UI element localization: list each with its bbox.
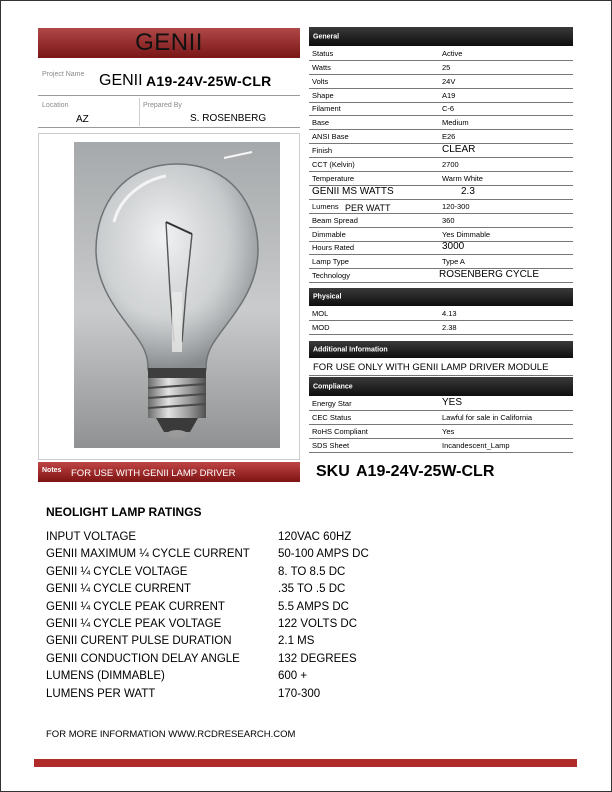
brand-banner bbox=[38, 28, 300, 58]
spec-value: CLEAR bbox=[442, 144, 476, 156]
spec-value: Yes bbox=[442, 427, 455, 436]
spec-row bbox=[309, 158, 573, 172]
spec-key: Base bbox=[312, 118, 330, 128]
spec-row bbox=[309, 47, 573, 61]
rating-label: GENII ¼ CYCLE PEAK CURRENT bbox=[46, 600, 225, 613]
spec-key: Hours Rated bbox=[312, 243, 355, 253]
spec-value: 2.3 bbox=[461, 185, 475, 197]
spec-key: Beam Spread bbox=[312, 215, 358, 225]
spec-row bbox=[309, 130, 573, 144]
spec-value: 360 bbox=[442, 215, 455, 225]
spec-key: Temperature bbox=[312, 173, 355, 183]
rating-value: 132 DEGREES bbox=[278, 652, 357, 665]
spec-key: Status bbox=[312, 48, 334, 58]
sku-label: SKU bbox=[316, 463, 350, 480]
spec-row bbox=[309, 89, 573, 103]
spec-row bbox=[309, 75, 573, 89]
spec-key: Watts bbox=[312, 62, 331, 72]
prepared-by-value: S. ROSENBERG bbox=[190, 113, 267, 124]
rating-value: 8. TO 8.5 DC bbox=[278, 565, 346, 578]
rating-label: GENII MAXIMUM ¼ CYCLE CURRENT bbox=[46, 548, 250, 561]
spec-value: 25 bbox=[442, 62, 451, 72]
spec-key: Energy Star bbox=[312, 399, 352, 408]
footer-bar bbox=[34, 759, 577, 767]
footer-info: FOR MORE INFORMATION WWW.RCDRESEARCH.COM bbox=[46, 729, 296, 740]
spec-value: 3000 bbox=[442, 241, 465, 253]
spec-key: Lamp Type bbox=[312, 257, 349, 267]
rating-label: GENII ¼ CYCLE CURRENT bbox=[46, 583, 192, 596]
rating-value: 120VAC 60HZ bbox=[278, 531, 352, 543]
prepared-by-label: Prepared By bbox=[143, 102, 182, 109]
spec-value: Lawful for sale in California bbox=[442, 413, 533, 422]
spec-value: ROSENBERG CYCLE bbox=[439, 269, 540, 281]
spec-row bbox=[309, 411, 573, 425]
project-brand: GENII bbox=[99, 72, 143, 89]
rating-value: 50-100 AMPS DC bbox=[278, 548, 369, 561]
section-compliance bbox=[309, 377, 573, 396]
spec-row bbox=[309, 397, 573, 411]
section-physical bbox=[309, 288, 573, 306]
spec-key: Shape bbox=[312, 90, 334, 100]
divider bbox=[139, 98, 140, 126]
rating-label: GENII CONDUCTION DELAY ANGLE bbox=[46, 652, 240, 665]
additional-info-text: FOR USE ONLY WITH GENII LAMP DRIVER MODULE bbox=[313, 362, 549, 373]
spec-row bbox=[309, 172, 573, 186]
spec-key: Filament bbox=[312, 104, 341, 114]
spec-key: Lumens bbox=[312, 201, 339, 211]
spec-row bbox=[309, 242, 573, 256]
spec-key: SDS Sheet bbox=[312, 441, 350, 450]
spec-key: GENII MS WATTS bbox=[312, 185, 394, 197]
rating-label: INPUT VOLTAGE bbox=[46, 531, 137, 543]
spec-row bbox=[309, 228, 573, 242]
rating-label: LUMENS (DIMMABLE) bbox=[46, 670, 165, 683]
spec-row bbox=[309, 269, 573, 283]
spec-row bbox=[309, 186, 573, 200]
spec-row bbox=[309, 321, 573, 335]
spec-value: YES bbox=[442, 397, 463, 408]
spec-row bbox=[309, 61, 573, 75]
section-title: Physical bbox=[313, 293, 342, 301]
spec-value: 120-300 bbox=[442, 201, 470, 211]
project-model: A19-24V-25W-CLR bbox=[146, 73, 272, 89]
location-label: Location bbox=[42, 102, 69, 109]
spec-value: 4.13 bbox=[442, 309, 457, 318]
spec-value: Yes Dimmable bbox=[442, 229, 491, 239]
spec-value: Medium bbox=[442, 118, 469, 128]
spec-row bbox=[309, 425, 573, 439]
project-name-label: Project Name bbox=[42, 71, 85, 78]
spec-row bbox=[309, 103, 573, 117]
rating-label: GENII CURENT PULSE DURATION bbox=[46, 635, 232, 648]
spec-key: RoHS Compliant bbox=[312, 427, 368, 436]
rating-value: 600 + bbox=[278, 670, 308, 683]
spec-value: Warm White bbox=[442, 173, 483, 183]
section-title: Additional Information bbox=[313, 346, 388, 353]
notes-label: Notes bbox=[42, 467, 62, 474]
spec-row bbox=[309, 256, 573, 270]
spec-value: C-6 bbox=[442, 104, 455, 114]
location-value: AZ bbox=[76, 114, 89, 125]
spec-row bbox=[309, 214, 573, 228]
spec-key: Volts bbox=[312, 76, 329, 86]
spec-key: CEC Status bbox=[312, 413, 352, 422]
spec-value: Type A bbox=[442, 257, 465, 267]
spec-value: 2700 bbox=[442, 160, 459, 170]
rating-value: 122 VOLTS DC bbox=[278, 618, 358, 630]
spec-row bbox=[309, 117, 573, 131]
spec-value: Active bbox=[442, 48, 463, 58]
rating-value: 2.1 MS bbox=[278, 635, 315, 648]
notes-text: FOR USE WITH GENII LAMP DRIVER bbox=[71, 468, 236, 479]
rating-label: GENII ¼ CYCLE VOLTAGE bbox=[46, 565, 188, 578]
section-general bbox=[309, 27, 573, 46]
spec-key: Technology bbox=[312, 271, 350, 281]
spec-key: MOL bbox=[312, 309, 329, 318]
lumens-per-watt-note: PER WATT bbox=[345, 203, 391, 213]
spec-key: Finish bbox=[312, 146, 333, 156]
spec-value: E26 bbox=[442, 132, 456, 142]
rating-value: .35 TO .5 DC bbox=[278, 583, 346, 596]
section-title: Compliance bbox=[313, 383, 353, 390]
rating-value: 170-300 bbox=[278, 687, 321, 700]
spec-value: A19 bbox=[442, 90, 456, 100]
rating-label: GENII ¼ CYCLE PEAK VOLTAGE bbox=[46, 618, 222, 630]
lamp-bulb-image bbox=[74, 142, 280, 448]
spec-key: ANSI Base bbox=[312, 132, 349, 142]
spec-value: 24V bbox=[442, 76, 456, 86]
spec-key: CCT (Kelvin) bbox=[312, 160, 355, 170]
spec-key: Dimmable bbox=[312, 229, 346, 239]
divider bbox=[38, 95, 300, 96]
spec-row bbox=[309, 439, 573, 453]
divider bbox=[38, 127, 300, 128]
ratings-title: NEOLIGHT LAMP RATINGS bbox=[46, 505, 202, 519]
spec-row bbox=[309, 144, 573, 158]
section-additional bbox=[309, 341, 573, 358]
divider bbox=[309, 375, 573, 376]
brand-title: GENII bbox=[135, 29, 203, 56]
sku-value: A19-24V-25W-CLR bbox=[356, 463, 495, 480]
section-title: General bbox=[313, 33, 340, 40]
spec-value: Incandescent_Lamp bbox=[442, 441, 510, 450]
spec-row bbox=[309, 307, 573, 321]
spec-value: 2.38 bbox=[442, 323, 457, 332]
rating-value: 5.5 AMPS DC bbox=[278, 600, 349, 613]
spec-key: MOD bbox=[312, 323, 330, 332]
rating-label: LUMENS PER WATT bbox=[46, 687, 156, 700]
